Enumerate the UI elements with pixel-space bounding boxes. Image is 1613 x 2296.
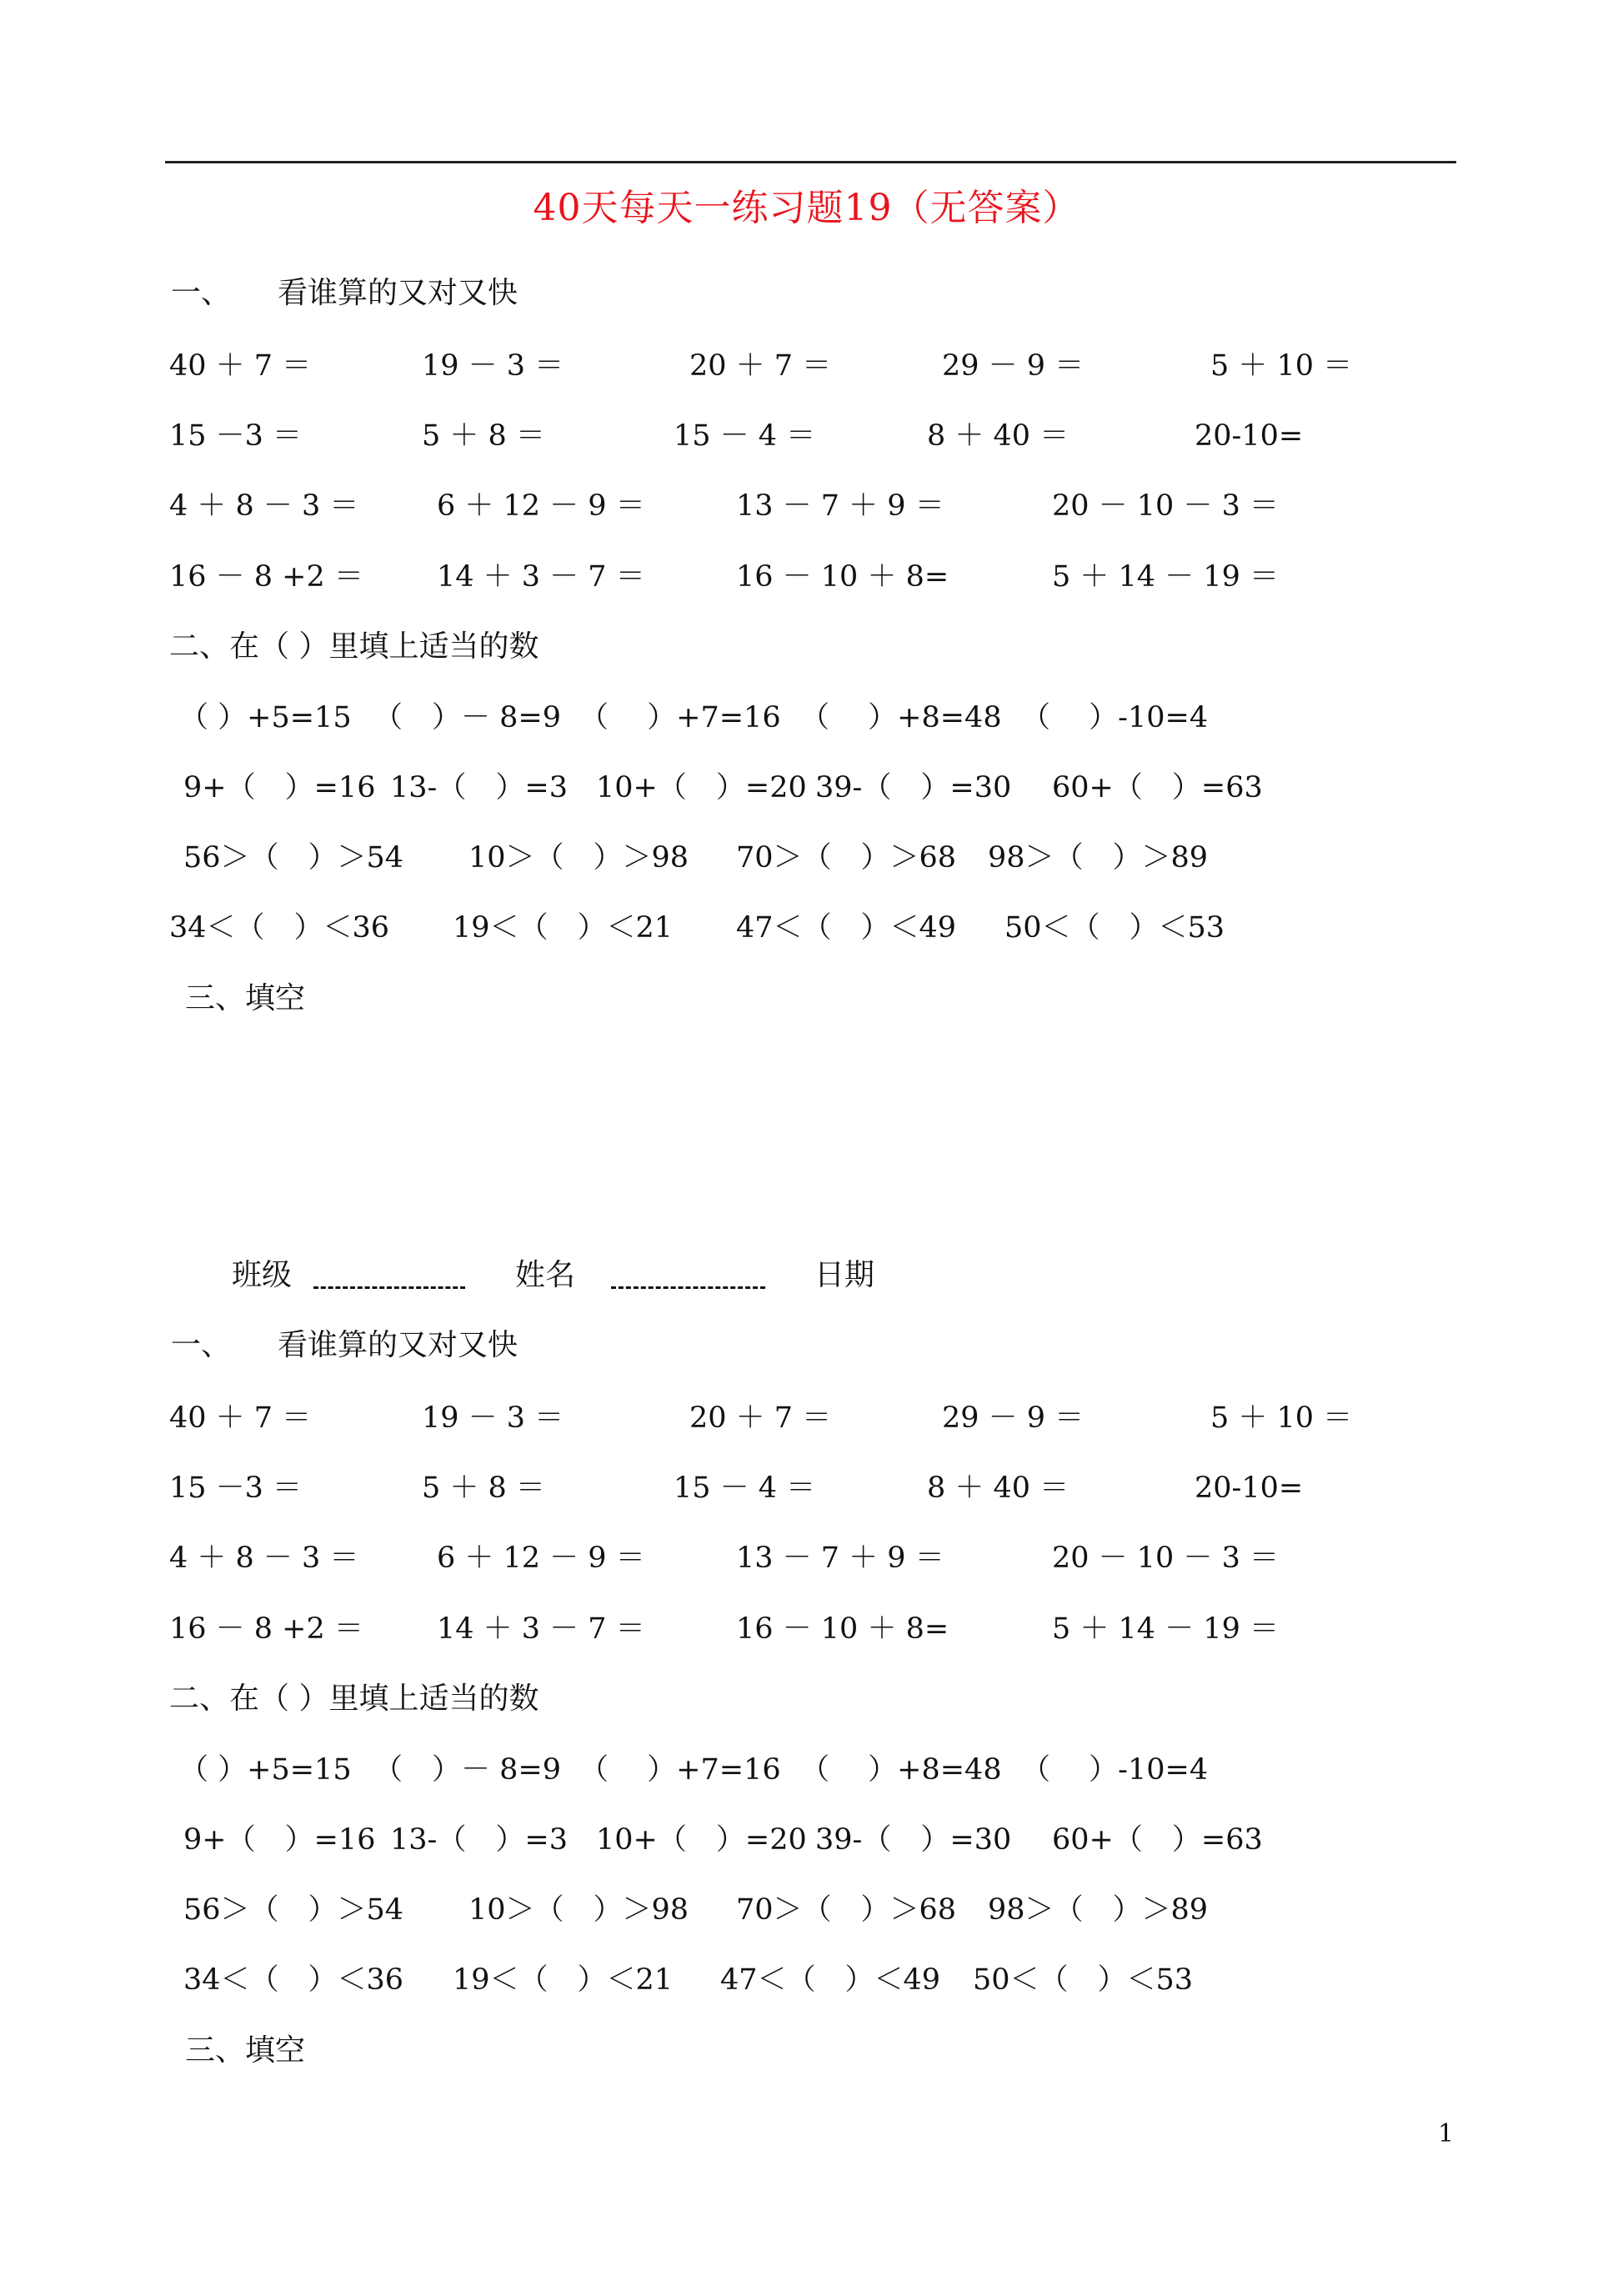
fill-blank: （ ）+7=16 (579, 1753, 781, 1787)
page-number: 1 (1438, 2119, 1455, 2148)
class-label: 班级 (232, 1258, 293, 1292)
exercise: 15 －3 ＝ (169, 1471, 303, 1505)
fill-blank: 10＞（ ）＞98 (468, 1893, 689, 1927)
fill-blank: 39-（ ）=30 (815, 771, 1012, 805)
fill-blank: （ ）－ 8=9 (373, 701, 561, 734)
fill-blank: 34＜（ ）＜36 (183, 1963, 404, 1997)
date-label: 日期 (814, 1258, 875, 1292)
exercise: 5 ＋ 10 ＝ (1210, 349, 1353, 383)
fill-blank: 47＜（ ）＜49 (736, 911, 957, 945)
exercise: 6 ＋ 12 － 9 ＝ (437, 1542, 645, 1575)
name-blank[interactable] (611, 1286, 765, 1289)
fill-blank: 9+（ ）=16 (183, 1823, 376, 1857)
fill-blank: 10＞（ ）＞98 (468, 841, 689, 875)
exercise: 5 ＋ 8 ＝ (422, 419, 545, 453)
fill-blank: 10+（ ）=20 (596, 771, 807, 805)
exercise: 20 － 10 － 3 ＝ (1052, 1542, 1279, 1575)
fill-blank: （ ）+5=15 (179, 701, 352, 734)
exercise: 4 ＋ 8 － 3 ＝ (169, 489, 359, 523)
exercise: 14 ＋ 3 － 7 ＝ (437, 1612, 645, 1646)
fill-blank: 47＜（ ）＜49 (720, 1963, 941, 1997)
fill-blank: 60+（ ）=63 (1052, 771, 1263, 805)
exercise: 13 － 7 ＋ 9 ＝ (736, 1542, 944, 1575)
name-label: 姓名 (515, 1258, 576, 1292)
fill-blank: （ ）+5=15 (179, 1753, 352, 1787)
part1-heading-number: 一、 (171, 276, 232, 310)
fill-blank: 34＜（ ）＜36 (169, 911, 390, 945)
exercise: 20 － 10 － 3 ＝ (1052, 489, 1279, 523)
fill-blank: （ ）+8=48 (800, 701, 1002, 734)
exercise: 6 ＋ 12 － 9 ＝ (437, 489, 645, 523)
fill-blank: 19＜（ ）＜21 (453, 911, 674, 945)
part3-heading: 三、填空 (185, 2033, 306, 2068)
fill-blank: 13-（ ）=3 (390, 771, 568, 805)
part3-heading: 三、填空 (185, 981, 306, 1015)
exercise: 29 － 9 ＝ (942, 1401, 1085, 1435)
fill-blank: 39-（ ）=30 (815, 1823, 1012, 1857)
exercise: 19 － 3 ＝ (422, 349, 564, 383)
exercise: 15 － 4 ＝ (674, 419, 816, 453)
fill-blank: （ ）+8=48 (800, 1753, 1002, 1787)
header-rule (165, 161, 1456, 163)
exercise: 13 － 7 ＋ 9 ＝ (736, 489, 944, 523)
exercise: 20-10= (1195, 419, 1304, 453)
exercise: 16 － 8 +2 ＝ (169, 560, 363, 594)
fill-blank: 98＞（ ）＞89 (988, 841, 1209, 875)
exercise: 16 － 10 ＋ 8= (736, 1612, 949, 1646)
exercise: 16 － 10 ＋ 8= (736, 560, 949, 594)
fill-blank: 19＜（ ）＜21 (453, 1963, 674, 1997)
exercise: 16 － 8 +2 ＝ (169, 1612, 363, 1646)
exercise: 40 ＋ 7 ＝ (169, 1401, 312, 1435)
fill-blank: 13-（ ）=3 (390, 1823, 568, 1857)
exercise: 5 ＋ 14 － 19 ＝ (1052, 560, 1279, 594)
exercise: 5 ＋ 8 ＝ (422, 1471, 545, 1505)
exercise: 40 ＋ 7 ＝ (169, 349, 312, 383)
part1-heading-number: 一、 (171, 1328, 232, 1362)
exercise: 20-10= (1195, 1471, 1304, 1505)
fill-blank: （ ）+7=16 (579, 701, 781, 734)
exercise: 15 － 4 ＝ (674, 1471, 816, 1505)
part2-heading: 二、在（ ）里填上适当的数 (169, 1682, 539, 1716)
fill-blank: 70＞（ ）＞68 (736, 841, 957, 875)
fill-blank: 60+（ ）=63 (1052, 1823, 1263, 1857)
fill-blank: （ ）-10=4 (1021, 1753, 1209, 1787)
exercise: 29 － 9 ＝ (942, 349, 1085, 383)
fill-blank: 98＞（ ）＞89 (988, 1893, 1209, 1927)
part1-heading: 看谁算的又对又快 (278, 1328, 518, 1362)
exercise: 19 － 3 ＝ (422, 1401, 564, 1435)
class-blank[interactable] (313, 1286, 465, 1289)
exercise: 20 ＋ 7 ＝ (689, 1401, 832, 1435)
fill-blank: 70＞（ ）＞68 (736, 1893, 957, 1927)
fill-blank: 56＞（ ）＞54 (183, 841, 404, 875)
fill-blank: 50＜（ ）＜53 (1004, 911, 1225, 945)
fill-blank: 9+（ ）=16 (183, 771, 376, 805)
exercise: 5 ＋ 10 ＝ (1210, 1401, 1353, 1435)
exercise: 15 －3 ＝ (169, 419, 303, 453)
part2-heading: 二、在（ ）里填上适当的数 (169, 629, 539, 664)
fill-blank: （ ）－ 8=9 (373, 1753, 561, 1787)
exercise: 20 ＋ 7 ＝ (689, 349, 832, 383)
page-title: 40天每天一练习题19（无答案） (533, 187, 1080, 229)
exercise: 14 ＋ 3 － 7 ＝ (437, 560, 645, 594)
fill-blank: 50＜（ ）＜53 (973, 1963, 1194, 1997)
exercise: 8 ＋ 40 ＝ (927, 419, 1069, 453)
fill-blank: 10+（ ）=20 (596, 1823, 807, 1857)
exercise: 4 ＋ 8 － 3 ＝ (169, 1542, 359, 1575)
exercise: 8 ＋ 40 ＝ (927, 1471, 1069, 1505)
exercise: 5 ＋ 14 － 19 ＝ (1052, 1612, 1279, 1646)
fill-blank: 56＞（ ）＞54 (183, 1893, 404, 1927)
fill-blank: （ ）-10=4 (1021, 701, 1209, 734)
part1-heading: 看谁算的又对又快 (278, 276, 518, 310)
